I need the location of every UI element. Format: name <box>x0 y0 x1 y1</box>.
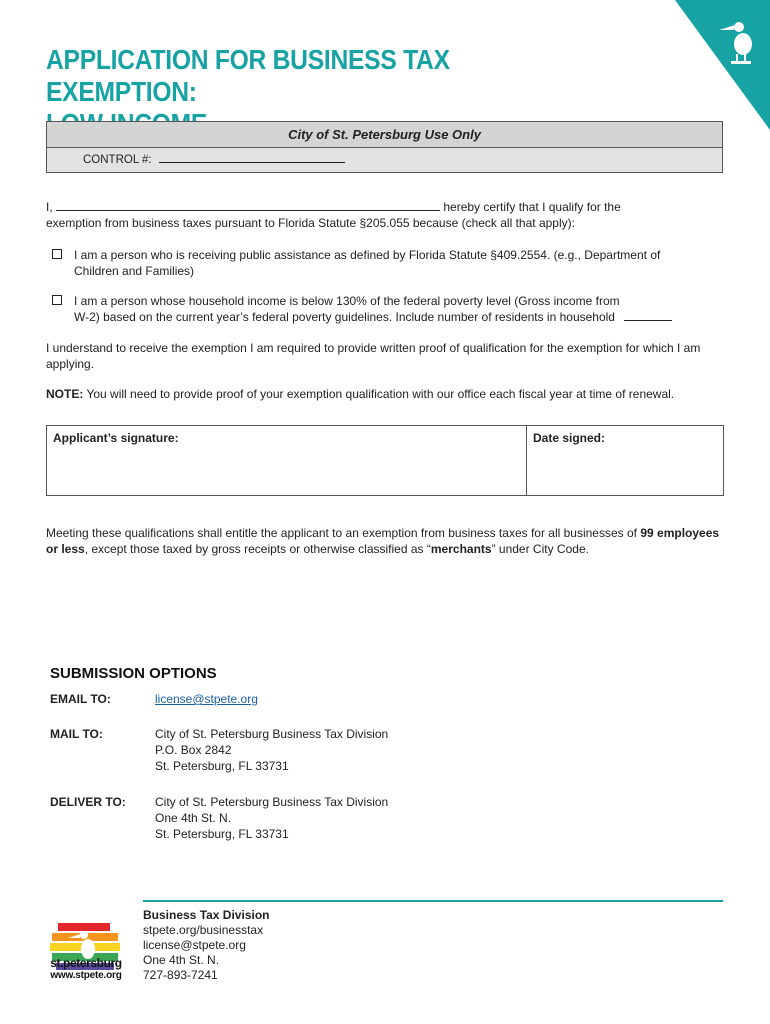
certify-prefix: I, <box>46 200 53 214</box>
checkbox-1-line-2: Children and Families) <box>74 264 195 278</box>
certify-line-2: exemption from business taxes pursuant to Florida Statute §205.055 because (check all that apply): <box>46 216 575 230</box>
office-use-heading: City of St. Petersburg Use Only <box>47 122 722 148</box>
note-label: NOTE: <box>46 387 84 401</box>
checkbox-2-line-1: I am a person whose household income is below 130% of the federal poverty level (Gross income from <box>74 294 620 308</box>
checkbox-item-household-income <box>52 293 712 325</box>
footer-phone: 727-893-7241 <box>143 968 218 982</box>
mail-line-3: St. Petersburg, FL 33731 <box>155 759 289 773</box>
checkbox-item-public-assistance <box>52 247 712 279</box>
date-signed-field[interactable] <box>533 426 605 450</box>
pelican-corner-badge <box>645 0 770 130</box>
deliver-label: DELIVER TO: <box>50 795 126 809</box>
control-number-field[interactable] <box>159 152 345 163</box>
deliver-address <box>155 794 388 842</box>
logo-wordmark: st.petersburg <box>50 956 122 970</box>
certify-paragraph <box>46 199 726 231</box>
control-number-row <box>47 148 722 172</box>
qualifications-bold-2: merchants <box>430 542 492 556</box>
understand-paragraph: I understand to receive the exemption I am required to provide written proof of qualification for the exemption for which I am applying. <box>46 341 701 371</box>
email-value-wrap <box>155 691 258 707</box>
qualifications-text-2: , except those taxed by gross receipts or otherwise classified as “ <box>84 542 431 556</box>
footer-contact <box>143 908 270 983</box>
mail-address <box>155 726 388 774</box>
qualifications-paragraph <box>46 525 726 557</box>
office-use-box <box>46 121 723 173</box>
residents-count-field[interactable] <box>624 310 672 321</box>
qualifications-bold-1: 99 employees or less <box>46 526 720 556</box>
mail-line-2: P.O. Box 2842 <box>155 743 232 757</box>
qualifications-text-1: Meeting these qualifications shall entitle the applicant to an exemption from business taxes for all businesses of <box>46 526 637 540</box>
deliver-line-1: City of St. Petersburg Business Tax Division <box>155 795 389 809</box>
footer-divider <box>143 900 723 902</box>
date-signed-label: Date signed: <box>533 431 606 445</box>
footer-division: Business Tax Division <box>143 908 270 922</box>
note-text: You will need to provide proof of your exemption qualification with our office each fiscal year at time of renewal. <box>86 387 675 401</box>
checkbox-1-line-1: I am a person who is receiving public assistance as defined by Florida Statute §409.2554. (e.g., Department of <box>74 248 661 262</box>
deliver-line-3: St. Petersburg, FL 33731 <box>155 827 289 841</box>
mail-line-1: City of St. Petersburg Business Tax Division <box>155 727 389 741</box>
title-line-1: APPLICATION FOR BUSINESS TAX EXEMPTION: <box>46 44 450 107</box>
email-label: EMAIL TO: <box>50 692 111 706</box>
mail-label: MAIL TO: <box>50 727 103 741</box>
applicant-signature-label: Applicant’s signature: <box>53 431 179 445</box>
checkbox-2-line-2: W-2) based on the current year’s federal poverty guidelines. Include number of residents in household <box>74 310 615 324</box>
household-income-checkbox[interactable] <box>52 295 62 305</box>
applicant-signature-field[interactable] <box>47 426 527 495</box>
email-link[interactable]: license@stpete.org <box>155 692 258 706</box>
public-assistance-checkbox[interactable] <box>52 249 62 259</box>
footer-email[interactable]: license@stpete.org <box>143 938 246 952</box>
control-number-label: CONTROL #: <box>83 154 152 166</box>
footer-address: One 4th St. N. <box>143 953 220 967</box>
applicant-name-field[interactable] <box>56 200 440 211</box>
logo-url: www.stpete.org <box>50 970 122 981</box>
certify-suffix: hereby certify that I qualify for the <box>443 200 621 214</box>
footer-website[interactable]: stpete.org/businesstax <box>143 923 264 937</box>
signature-box <box>46 425 724 496</box>
note-paragraph <box>46 386 726 402</box>
submission-title: SUBMISSION OPTIONS <box>50 665 217 682</box>
qualifications-text-3: ” under City Code. <box>491 542 589 556</box>
deliver-line-2: One 4th St. N. <box>155 811 232 825</box>
